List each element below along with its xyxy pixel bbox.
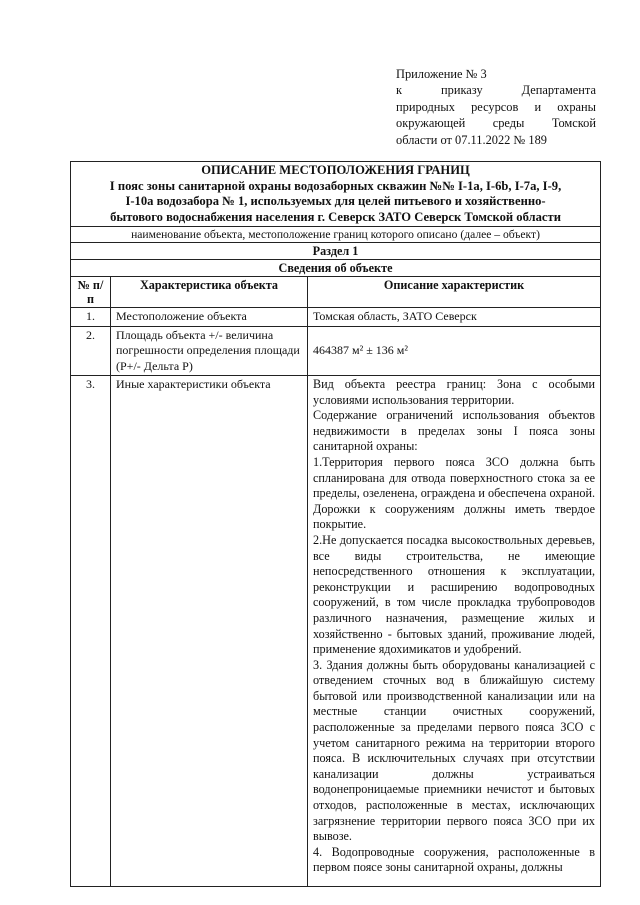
column-header-num: № п/п — [71, 277, 111, 308]
appendix-line-5: области от 07.11.2022 № 189 — [396, 132, 547, 147]
column-header-row — [71, 277, 601, 308]
row-description: Томская область, ЗАТО Северск — [308, 308, 601, 326]
table-row — [71, 326, 601, 375]
row-description: 464387 м² ± 136 м² — [308, 326, 601, 375]
description-paragraph: 3. Здания должны быть оборудованы канализацией с отведением сточных вод в ближайшую систему бытовой или производственной канализации или на местные станции очистных сооружений, расположенные за пределами первого пояса ЗСО с учетом санитарного режима на территории второго пояса. В исключительных случаях при отсутствии канализации должны устраиваться водонепроницаемые приемники нечистот и бытовых отходов, расположенные в местах, исключающих загрязнение территории первого пояса ЗСО при их вывозе. — [313, 657, 596, 844]
row-characteristic: Местоположение объекта — [111, 308, 308, 326]
object-caption: наименование объекта, местоположение границ которого описано (далее – объект) — [71, 227, 601, 243]
description-paragraph: 1.Территория первого пояса ЗСО должна быть спланирована для отвода поверхностного стока за ее пределы, озеленена, ограждена и обеспечена охраной. Дорожки к сооружениям должны иметь твердое покрытие. — [313, 454, 596, 532]
row-characteristic: Иные характеристики объекта — [111, 376, 308, 887]
row-number: 1. — [71, 308, 111, 326]
description-paragraph: Вид объекта реестра границ: Зона с особыми условиями использования территории. — [313, 377, 596, 407]
appendix-block — [396, 66, 596, 148]
section-subtitle: Сведения об объекте — [71, 260, 601, 277]
table-row — [71, 308, 601, 326]
row-description — [308, 376, 601, 887]
description-paragraph: Содержание ограничений использования объектов недвижимости в пределах зоны I пояса зоны санитарной охраны: — [313, 408, 596, 454]
appendix-line-2: к приказу Департамента — [396, 83, 596, 98]
document-title: ОПИСАНИЕ МЕСТОПОЛОЖЕНИЯ ГРАНИЦ — [201, 163, 470, 177]
appendix-line-4: окружающей среды Томской — [396, 116, 596, 131]
row-characteristic: Площадь объекта +/- величина погрешности определения площади (Р+/- Дельта Р) — [111, 326, 308, 375]
table-row — [71, 376, 601, 887]
document-subtitle-line-1: I пояс зоны санитарной охраны водозаборных скважин №№ I-1а, I-6b, I-7а, I-9, — [109, 178, 562, 193]
row-number: 3. — [71, 376, 111, 887]
description-paragraph: 4. Водопроводные сооружения, расположенные в первом поясе зоны санитарной охраны, должны — [313, 844, 596, 875]
appendix-line-1: Приложение № 3 — [396, 67, 487, 81]
appendix-line-3: природных ресурсов и охраны — [396, 99, 596, 114]
row-number: 2. — [71, 326, 111, 375]
column-header-description: Описание характеристик — [308, 277, 601, 308]
section-title: Раздел 1 — [71, 243, 601, 260]
description-paragraph: 2.Не допускается посадка высокоствольных деревьев, все виды строительства, не имеющие непосредственного отношения к эксплуатации, реконструкции и расширению водопроводных сооружений, в том числе прокладка трубопроводов различного назначения, размещение жилых и хозяйственно - бытовых зданий, проживание людей, применение ядохимикатов и удобрений. — [313, 532, 596, 657]
document-header — [71, 162, 601, 227]
document-subtitle-line-2: I-10а водозабора № 1, используемых для целей питьевого и хозяйственно- — [125, 194, 546, 209]
document-subtitle-line-3: бытового водоснабжения населения г. Северск ЗАТО Северск Томской области — [110, 209, 561, 224]
boundary-description-table — [70, 161, 601, 887]
column-header-characteristic: Характеристика объекта — [111, 277, 308, 308]
